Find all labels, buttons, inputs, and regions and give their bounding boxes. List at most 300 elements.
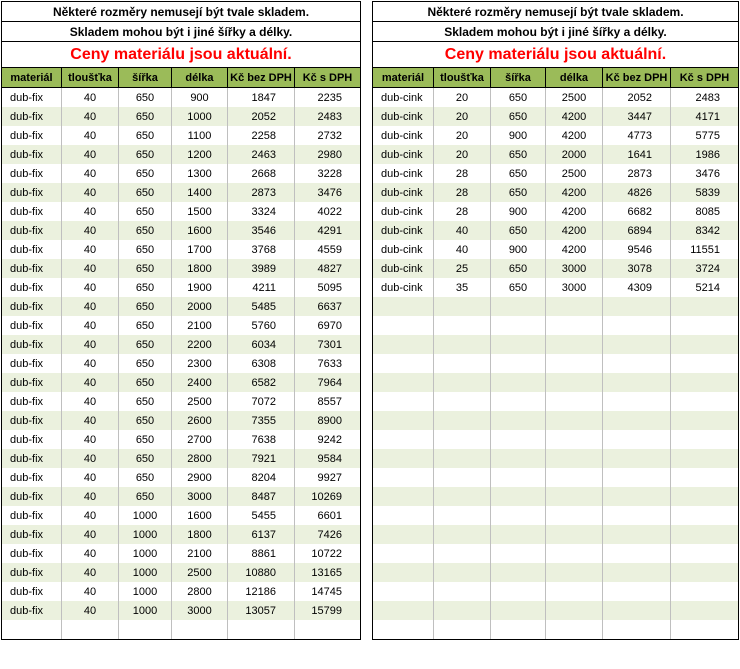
cell-thickness[interactable] [434,316,491,335]
cell-width[interactable] [491,544,546,563]
cell-thickness[interactable]: 25 [434,259,491,278]
cell-price-net[interactable] [603,620,671,640]
col-header-thickness[interactable]: tloušťka [62,68,119,88]
cell-width[interactable] [491,449,546,468]
cell-price-net[interactable]: 2258 [228,126,295,145]
cell-price-gross[interactable]: 15799 [295,601,361,620]
cell-price-gross[interactable] [671,449,739,468]
cell-length[interactable]: 1900 [172,278,228,297]
cell-thickness[interactable]: 40 [62,316,119,335]
cell-price-gross[interactable]: 1986 [671,145,739,164]
cell-width[interactable] [119,620,172,640]
cell-width[interactable] [491,563,546,582]
cell-material[interactable]: dub-fix [2,221,62,240]
cell-material[interactable] [373,297,434,316]
cell-length[interactable]: 1100 [172,126,228,145]
cell-thickness[interactable] [434,506,491,525]
cell-price-net[interactable]: 3078 [603,259,671,278]
cell-material[interactable]: dub-fix [2,240,62,259]
cell-length[interactable]: 900 [172,88,228,108]
cell-thickness[interactable] [434,335,491,354]
cell-length[interactable] [546,582,603,601]
cell-thickness[interactable]: 40 [62,487,119,506]
cell-width[interactable] [491,601,546,620]
cell-price-gross[interactable]: 7426 [295,525,361,544]
cell-thickness[interactable]: 28 [434,202,491,221]
cell-price-net[interactable]: 9546 [603,240,671,259]
cell-price-net[interactable]: 6308 [228,354,295,373]
cell-material[interactable]: dub-cink [373,88,434,108]
cell-price-gross[interactable]: 10722 [295,544,361,563]
cell-price-net[interactable]: 6034 [228,335,295,354]
cell-price-gross[interactable]: 5095 [295,278,361,297]
cell-price-net[interactable] [603,544,671,563]
cell-length[interactable]: 2800 [172,449,228,468]
cell-price-gross[interactable] [671,525,739,544]
cell-price-net[interactable]: 2052 [228,107,295,126]
cell-material[interactable]: dub-fix [2,126,62,145]
cell-width[interactable]: 900 [491,126,546,145]
cell-price-gross[interactable] [671,392,739,411]
cell-length[interactable]: 2500 [546,164,603,183]
cell-price-net[interactable]: 3546 [228,221,295,240]
cell-material[interactable] [373,525,434,544]
cell-length[interactable]: 1500 [172,202,228,221]
cell-price-net[interactable]: 7072 [228,392,295,411]
cell-price-gross[interactable] [671,563,739,582]
cell-material[interactable] [2,620,62,640]
cell-material[interactable]: dub-fix [2,468,62,487]
cell-price-gross[interactable]: 7964 [295,373,361,392]
cell-material[interactable]: dub-fix [2,449,62,468]
cell-thickness[interactable]: 35 [434,278,491,297]
cell-price-gross[interactable] [671,582,739,601]
cell-width[interactable] [491,468,546,487]
cell-length[interactable]: 2800 [172,582,228,601]
cell-material[interactable]: dub-cink [373,221,434,240]
cell-price-gross[interactable]: 2483 [295,107,361,126]
cell-length[interactable]: 2700 [172,430,228,449]
cell-price-net[interactable]: 4773 [603,126,671,145]
cell-price-gross[interactable]: 13165 [295,563,361,582]
cell-price-gross[interactable]: 6970 [295,316,361,335]
cell-length[interactable] [546,601,603,620]
cell-material[interactable]: dub-fix [2,563,62,582]
cell-price-gross[interactable]: 8900 [295,411,361,430]
cell-price-gross[interactable]: 4827 [295,259,361,278]
cell-price-gross[interactable]: 5214 [671,278,739,297]
cell-material[interactable]: dub-fix [2,335,62,354]
cell-thickness[interactable]: 40 [62,392,119,411]
cell-width[interactable]: 650 [491,107,546,126]
cell-length[interactable]: 3000 [172,601,228,620]
cell-length[interactable] [546,297,603,316]
cell-material[interactable]: dub-fix [2,145,62,164]
cell-width[interactable]: 650 [119,221,172,240]
cell-price-gross[interactable] [671,620,739,640]
cell-thickness[interactable]: 40 [62,468,119,487]
cell-material[interactable] [373,430,434,449]
cell-price-gross[interactable]: 7633 [295,354,361,373]
cell-price-net[interactable]: 2873 [603,164,671,183]
cell-material[interactable]: dub-fix [2,487,62,506]
col-header-length[interactable]: délka [546,68,603,88]
cell-thickness[interactable]: 40 [62,145,119,164]
cell-price-gross[interactable]: 5839 [671,183,739,202]
cell-width[interactable]: 1000 [119,582,172,601]
cell-length[interactable] [546,468,603,487]
cell-material[interactable]: dub-cink [373,164,434,183]
cell-width[interactable]: 650 [119,88,172,108]
cell-length[interactable]: 1000 [172,107,228,126]
cell-length[interactable]: 1400 [172,183,228,202]
cell-price-gross[interactable]: 8085 [671,202,739,221]
cell-price-gross[interactable]: 8342 [671,221,739,240]
cell-thickness[interactable] [434,468,491,487]
cell-thickness[interactable]: 20 [434,145,491,164]
cell-width[interactable]: 650 [119,297,172,316]
cell-width[interactable]: 650 [119,449,172,468]
cell-price-gross[interactable]: 4559 [295,240,361,259]
cell-price-net[interactable]: 4826 [603,183,671,202]
cell-width[interactable]: 650 [119,392,172,411]
cell-length[interactable]: 2000 [172,297,228,316]
cell-length[interactable] [546,487,603,506]
cell-price-net[interactable]: 4211 [228,278,295,297]
cell-thickness[interactable] [434,487,491,506]
cell-length[interactable]: 1600 [172,221,228,240]
cell-material[interactable] [373,411,434,430]
cell-material[interactable] [373,449,434,468]
cell-width[interactable]: 650 [119,202,172,221]
cell-price-net[interactable]: 5760 [228,316,295,335]
cell-width[interactable]: 650 [119,240,172,259]
cell-width[interactable]: 650 [119,430,172,449]
cell-material[interactable]: dub-cink [373,202,434,221]
cell-length[interactable]: 1800 [172,259,228,278]
cell-length[interactable]: 1600 [172,506,228,525]
cell-width[interactable]: 650 [119,278,172,297]
cell-price-gross[interactable]: 7301 [295,335,361,354]
cell-price-gross[interactable]: 8557 [295,392,361,411]
cell-length[interactable] [546,620,603,640]
cell-thickness[interactable]: 40 [62,164,119,183]
cell-thickness[interactable]: 40 [62,563,119,582]
cell-thickness[interactable]: 40 [62,183,119,202]
cell-material[interactable]: dub-cink [373,126,434,145]
cell-thickness[interactable]: 40 [62,582,119,601]
cell-material[interactable]: dub-cink [373,259,434,278]
cell-length[interactable]: 4200 [546,202,603,221]
cell-length[interactable]: 1700 [172,240,228,259]
cell-price-net[interactable]: 5455 [228,506,295,525]
cell-width[interactable]: 650 [119,468,172,487]
cell-thickness[interactable] [434,525,491,544]
cell-thickness[interactable] [434,582,491,601]
cell-price-net[interactable]: 6137 [228,525,295,544]
cell-width[interactable]: 900 [491,202,546,221]
cell-price-net[interactable] [603,411,671,430]
cell-thickness[interactable]: 40 [62,107,119,126]
cell-thickness[interactable] [434,392,491,411]
cell-length[interactable]: 4200 [546,221,603,240]
cell-length[interactable] [546,525,603,544]
cell-price-net[interactable]: 7638 [228,430,295,449]
cell-price-gross[interactable]: 9584 [295,449,361,468]
cell-material[interactable] [373,316,434,335]
cell-thickness[interactable]: 40 [62,544,119,563]
cell-thickness[interactable]: 40 [62,373,119,392]
cell-length[interactable]: 2500 [546,88,603,108]
cell-length[interactable] [546,563,603,582]
cell-price-net[interactable]: 4309 [603,278,671,297]
cell-thickness[interactable] [434,563,491,582]
cell-price-net[interactable]: 2052 [603,88,671,108]
cell-width[interactable] [491,411,546,430]
cell-price-net[interactable]: 6582 [228,373,295,392]
cell-thickness[interactable] [62,620,119,640]
cell-length[interactable]: 2300 [172,354,228,373]
cell-material[interactable]: dub-fix [2,316,62,335]
cell-material[interactable] [373,354,434,373]
cell-price-gross[interactable]: 4291 [295,221,361,240]
cell-thickness[interactable]: 40 [62,278,119,297]
cell-price-gross[interactable] [671,506,739,525]
cell-width[interactable]: 650 [491,278,546,297]
cell-length[interactable] [546,373,603,392]
cell-material[interactable]: dub-fix [2,297,62,316]
cell-price-net[interactable]: 2668 [228,164,295,183]
cell-price-gross[interactable]: 14745 [295,582,361,601]
cell-price-gross[interactable]: 2732 [295,126,361,145]
cell-thickness[interactable]: 40 [62,202,119,221]
cell-material[interactable] [373,582,434,601]
col-header-material[interactable]: materiál [373,68,434,88]
cell-length[interactable]: 3000 [172,487,228,506]
cell-price-gross[interactable] [671,297,739,316]
cell-material[interactable] [373,468,434,487]
cell-width[interactable]: 650 [119,164,172,183]
cell-price-gross[interactable] [671,335,739,354]
cell-width[interactable]: 650 [491,183,546,202]
cell-material[interactable] [373,335,434,354]
cell-thickness[interactable] [434,620,491,640]
col-header-price-gross[interactable]: Kč s DPH [671,68,739,88]
cell-price-net[interactable]: 8861 [228,544,295,563]
cell-price-gross[interactable]: 11551 [671,240,739,259]
cell-length[interactable]: 3000 [546,259,603,278]
cell-length[interactable] [546,335,603,354]
cell-material[interactable]: dub-fix [2,544,62,563]
cell-width[interactable]: 1000 [119,525,172,544]
cell-price-gross[interactable]: 5775 [671,126,739,145]
cell-price-net[interactable] [603,392,671,411]
cell-material[interactable]: dub-fix [2,164,62,183]
cell-price-net[interactable]: 8487 [228,487,295,506]
cell-width[interactable] [491,487,546,506]
cell-length[interactable] [546,354,603,373]
cell-price-gross[interactable] [671,430,739,449]
cell-thickness[interactable] [434,411,491,430]
col-header-thickness[interactable]: tloušťka [434,68,491,88]
cell-price-net[interactable] [603,563,671,582]
cell-width[interactable]: 650 [119,259,172,278]
cell-price-gross[interactable]: 4022 [295,202,361,221]
cell-thickness[interactable]: 40 [62,449,119,468]
cell-width[interactable] [491,373,546,392]
cell-material[interactable]: dub-fix [2,411,62,430]
cell-length[interactable] [546,392,603,411]
cell-length[interactable]: 2200 [172,335,228,354]
cell-material[interactable]: dub-fix [2,601,62,620]
cell-width[interactable] [491,582,546,601]
cell-price-net[interactable] [603,430,671,449]
cell-thickness[interactable] [434,430,491,449]
cell-thickness[interactable] [434,601,491,620]
cell-thickness[interactable]: 40 [62,354,119,373]
cell-price-gross[interactable] [671,468,739,487]
col-header-price-gross[interactable]: Kč s DPH [295,68,361,88]
col-header-price-net[interactable]: Kč bez DPH [228,68,295,88]
cell-width[interactable] [491,392,546,411]
cell-width[interactable]: 650 [491,145,546,164]
cell-length[interactable]: 2000 [546,145,603,164]
cell-thickness[interactable]: 40 [434,240,491,259]
cell-material[interactable]: dub-fix [2,582,62,601]
cell-price-gross[interactable]: 6601 [295,506,361,525]
cell-thickness[interactable] [434,297,491,316]
cell-width[interactable]: 650 [119,145,172,164]
cell-price-gross[interactable]: 10269 [295,487,361,506]
cell-width[interactable]: 650 [119,373,172,392]
cell-length[interactable]: 2500 [172,392,228,411]
cell-material[interactable]: dub-fix [2,373,62,392]
cell-price-net[interactable] [603,335,671,354]
cell-price-net[interactable] [603,506,671,525]
cell-price-gross[interactable]: 3724 [671,259,739,278]
cell-width[interactable]: 1000 [119,563,172,582]
cell-length[interactable]: 2100 [172,544,228,563]
cell-price-net[interactable]: 13057 [228,601,295,620]
cell-material[interactable]: dub-fix [2,506,62,525]
cell-price-gross[interactable] [671,601,739,620]
cell-thickness[interactable]: 20 [434,126,491,145]
cell-price-net[interactable] [603,449,671,468]
cell-material[interactable] [373,487,434,506]
cell-thickness[interactable]: 40 [62,506,119,525]
cell-thickness[interactable]: 40 [62,411,119,430]
cell-price-net[interactable]: 1641 [603,145,671,164]
cell-material[interactable]: dub-fix [2,183,62,202]
cell-width[interactable] [491,316,546,335]
cell-length[interactable]: 1200 [172,145,228,164]
cell-thickness[interactable]: 40 [62,88,119,108]
cell-width[interactable] [491,354,546,373]
cell-price-gross[interactable]: 4171 [671,107,739,126]
cell-length[interactable]: 2600 [172,411,228,430]
cell-material[interactable]: dub-cink [373,107,434,126]
cell-thickness[interactable] [434,544,491,563]
cell-price-gross[interactable] [671,316,739,335]
cell-length[interactable] [546,316,603,335]
cell-price-net[interactable] [603,354,671,373]
cell-price-gross[interactable] [671,373,739,392]
cell-material[interactable]: dub-fix [2,430,62,449]
cell-thickness[interactable] [434,449,491,468]
cell-material[interactable] [373,563,434,582]
cell-price-net[interactable]: 10880 [228,563,295,582]
cell-length[interactable] [546,544,603,563]
cell-material[interactable]: dub-fix [2,88,62,108]
cell-price-net[interactable]: 7921 [228,449,295,468]
cell-price-gross[interactable]: 6637 [295,297,361,316]
cell-thickness[interactable]: 40 [434,221,491,240]
cell-length[interactable]: 3000 [546,278,603,297]
cell-material[interactable]: dub-fix [2,107,62,126]
cell-price-net[interactable]: 2463 [228,145,295,164]
cell-width[interactable]: 650 [119,183,172,202]
cell-material[interactable]: dub-cink [373,240,434,259]
cell-material[interactable]: dub-cink [373,183,434,202]
cell-length[interactable] [546,430,603,449]
cell-width[interactable] [491,506,546,525]
cell-price-net[interactable] [603,601,671,620]
cell-thickness[interactable] [434,354,491,373]
cell-price-net[interactable]: 8204 [228,468,295,487]
cell-price-net[interactable]: 1847 [228,88,295,108]
cell-price-net[interactable] [228,620,295,640]
cell-length[interactable] [172,620,228,640]
cell-price-gross[interactable]: 9242 [295,430,361,449]
cell-length[interactable] [546,506,603,525]
cell-thickness[interactable] [434,373,491,392]
cell-price-gross[interactable] [671,354,739,373]
cell-thickness[interactable]: 40 [62,601,119,620]
cell-thickness[interactable]: 28 [434,183,491,202]
cell-width[interactable]: 1000 [119,544,172,563]
cell-width[interactable]: 650 [119,487,172,506]
cell-width[interactable]: 650 [119,126,172,145]
cell-price-net[interactable]: 2873 [228,183,295,202]
cell-thickness[interactable]: 20 [434,107,491,126]
cell-material[interactable]: dub-fix [2,278,62,297]
cell-width[interactable]: 650 [119,107,172,126]
cell-width[interactable] [491,620,546,640]
cell-width[interactable]: 650 [119,335,172,354]
cell-price-net[interactable] [603,373,671,392]
cell-material[interactable] [373,506,434,525]
cell-price-net[interactable]: 6682 [603,202,671,221]
cell-price-net[interactable] [603,468,671,487]
cell-length[interactable]: 1800 [172,525,228,544]
cell-width[interactable]: 900 [491,240,546,259]
cell-material[interactable] [373,544,434,563]
cell-price-net[interactable] [603,297,671,316]
cell-material[interactable]: dub-fix [2,525,62,544]
cell-length[interactable]: 4200 [546,126,603,145]
cell-price-net[interactable] [603,316,671,335]
col-header-width[interactable]: šířka [491,68,546,88]
cell-price-net[interactable] [603,487,671,506]
cell-length[interactable]: 4200 [546,183,603,202]
cell-length[interactable] [546,411,603,430]
col-header-width[interactable]: šířka [119,68,172,88]
cell-material[interactable] [373,620,434,640]
col-header-length[interactable]: délka [172,68,228,88]
cell-thickness[interactable]: 28 [434,164,491,183]
cell-width[interactable]: 650 [119,316,172,335]
cell-width[interactable]: 650 [119,354,172,373]
